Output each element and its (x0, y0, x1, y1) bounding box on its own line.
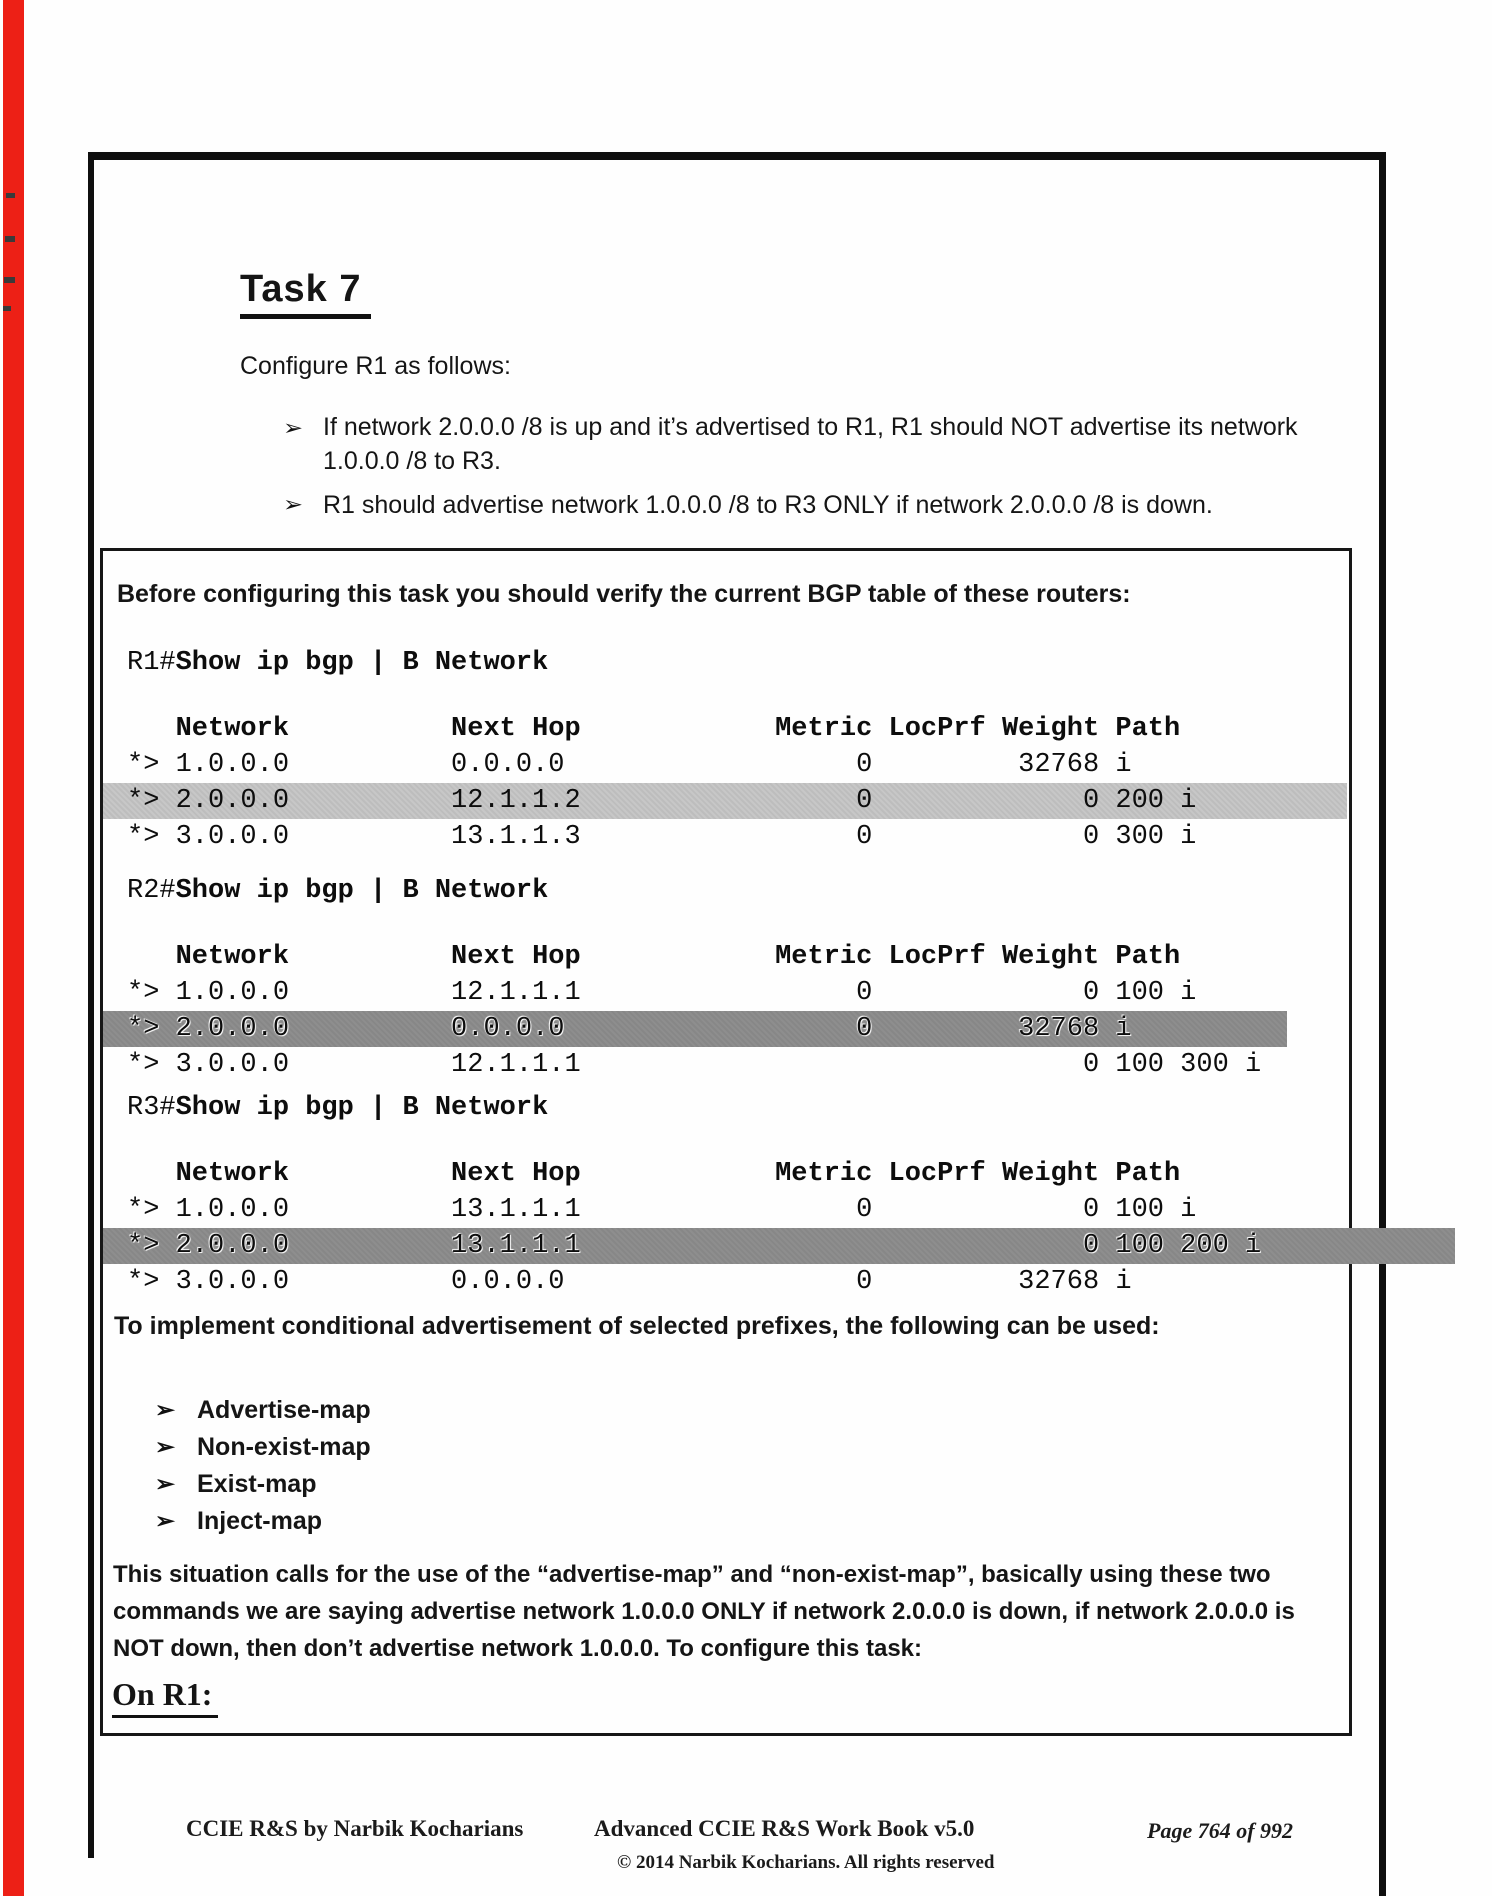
footer-author: CCIE R&S by Narbik Kocharians (186, 1816, 524, 1841)
task-bullet (283, 410, 1303, 478)
console-command: Show ip bgp | B Network (175, 1093, 549, 1123)
method-label: Inject-map (197, 1507, 323, 1535)
task-intro: Configure R1 as follows: (240, 352, 511, 380)
bgp-console-r2 (127, 873, 1287, 1083)
bgp-console-r3 (127, 1090, 1455, 1300)
bgp-table-header: Network Next Hop Metric LocPrf Weight Path (127, 714, 1181, 744)
methods-list (155, 1392, 371, 1540)
method-item (155, 1466, 371, 1503)
arrow-bullet-icon: ➢ (283, 492, 304, 517)
arrow-bullet-icon: ➢ (155, 1398, 176, 1423)
bgp-row-highlighted: *> 2.0.0.0 13.1.1.1 0 100 200 i (103, 1228, 1455, 1264)
bgp-table-header: Network Next Hop Metric LocPrf Weight Path (127, 1159, 1181, 1189)
method-item (155, 1429, 371, 1466)
bgp-row: *> 3.0.0.0 13.1.1.3 0 0 300 i (127, 822, 1197, 852)
bgp-row-highlighted: *> 2.0.0.0 0.0.0.0 0 32768 i (103, 1011, 1287, 1047)
method-item (155, 1392, 371, 1429)
bgp-row: *> 3.0.0.0 12.1.1.1 0 100 300 i (127, 1050, 1262, 1080)
bgp-row-highlighted: *> 2.0.0.0 12.1.1.2 0 0 200 i (103, 783, 1347, 819)
task-bullet (283, 488, 1303, 522)
bgp-row: *> 1.0.0.0 12.1.1.1 0 0 100 i (127, 978, 1197, 1008)
console-command-line (127, 645, 1347, 681)
on-r1-heading: On R1: (112, 1676, 218, 1718)
bgp-row: *> 1.0.0.0 13.1.1.1 0 0 100 i (127, 1195, 1197, 1225)
arrow-bullet-icon: ➢ (155, 1472, 176, 1497)
footer-copyright: © 2014 Narbik Kocharians. All rights reserved (617, 1852, 995, 1873)
task-title: Task 7 (240, 268, 371, 319)
task-bullet-list (283, 410, 1303, 532)
method-label: Advertise-map (197, 1396, 371, 1424)
arrow-bullet-icon: ➢ (283, 416, 304, 441)
bgp-row: *> 3.0.0.0 0.0.0.0 0 32768 i (127, 1267, 1132, 1297)
console-box-intro: Before configuring this task you should verify the current BGP table of these routers: (117, 580, 1131, 608)
bgp-row: *> 1.0.0.0 0.0.0.0 0 32768 i (127, 750, 1132, 780)
outer-border-top (88, 152, 1386, 160)
arrow-bullet-icon: ➢ (155, 1435, 176, 1460)
methods-intro: To implement conditional advertisement of selected prefixes, the following can be used: (114, 1312, 1160, 1340)
footer-page-number: Page 764 of 992 (1147, 1818, 1294, 1843)
bgp-console-r1 (127, 645, 1347, 855)
scan-artifact-red-strip (3, 0, 24, 1896)
outer-border-left (88, 152, 94, 1858)
method-label: Non-exist-map (197, 1433, 371, 1461)
console-prompt: R2# (127, 876, 176, 906)
scan-artifact-mark (6, 193, 15, 198)
method-label: Exist-map (197, 1470, 317, 1498)
console-command: Show ip bgp | B Network (175, 876, 549, 906)
console-command: Show ip bgp | B Network (175, 648, 549, 678)
scan-artifact-mark (4, 277, 15, 283)
console-prompt: R3# (127, 1093, 176, 1123)
footer-book-title: Advanced CCIE R&S Work Book v5.0 (594, 1816, 975, 1841)
scan-artifact-mark (5, 236, 15, 242)
task-bullet-text: If network 2.0.0.0 /8 is up and it’s advertised to R1, R1 should NOT advertise its network 1.0.0.0 /8 to R3. (323, 413, 1298, 475)
console-prompt: R1# (127, 648, 176, 678)
console-command-line (127, 873, 1287, 909)
outer-border-right (1379, 152, 1386, 1896)
arrow-bullet-icon: ➢ (155, 1509, 176, 1534)
bgp-table-header: Network Next Hop Metric LocPrf Weight Path (127, 942, 1181, 972)
task-bullet-text: R1 should advertise network 1.0.0.0 /8 to R3 ONLY if network 2.0.0.0 /8 is down. (323, 491, 1213, 519)
console-command-line (127, 1090, 1455, 1126)
method-item (155, 1503, 371, 1540)
scan-artifact-mark (3, 306, 11, 311)
explanation-paragraph: This situation calls for the use of the “advertise-map” and “non-exist-map”, basically using these two commands we are saying advertise network 1.0.0.0 ONLY if network 2.0.0.0 is down, if network 2.0.0.0 is NOT down, then don’t advertise network 1.0.0.0. To configure this task: (113, 1561, 1295, 1662)
